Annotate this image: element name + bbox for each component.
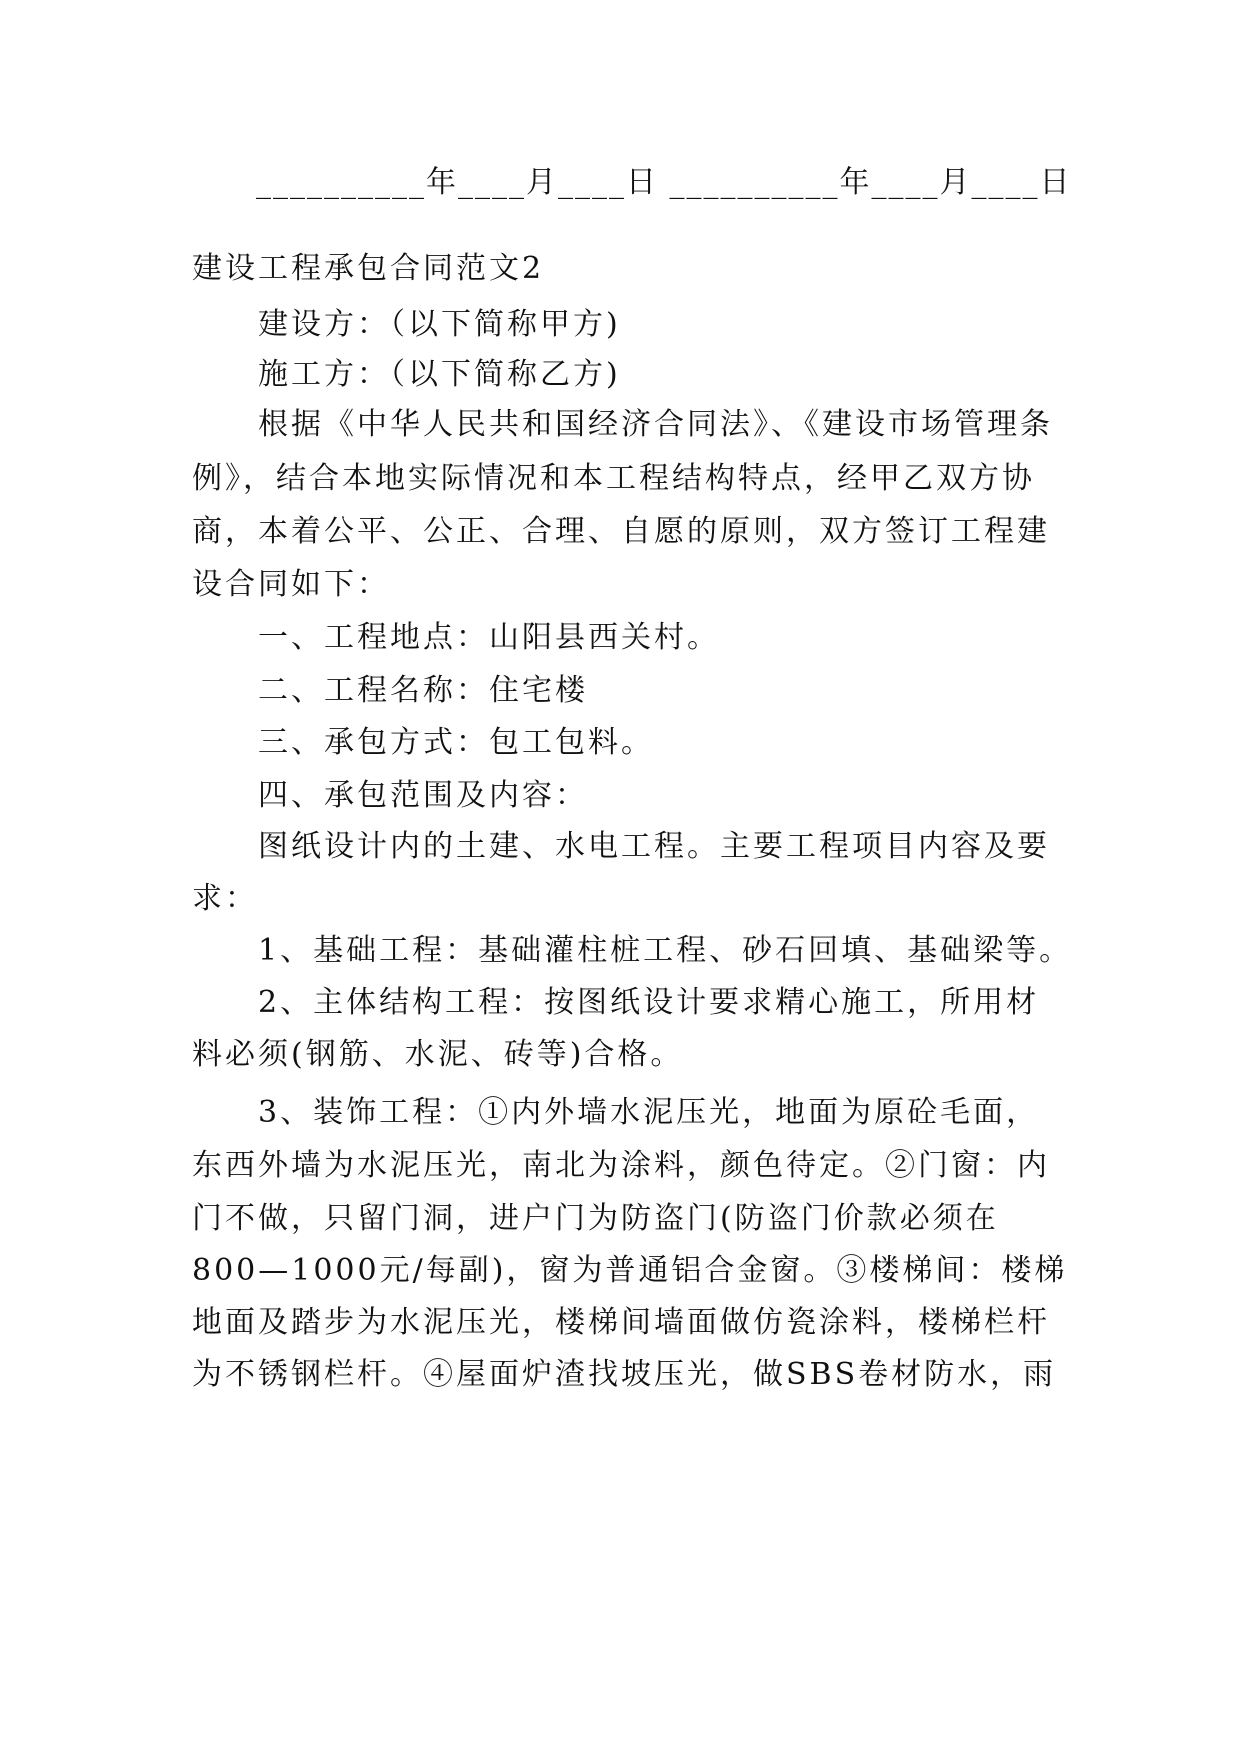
paragraph-line: 800—1000元/每副)，窗为普通铝合金窗。③楼梯间：楼梯 [192, 1253, 1068, 1288]
paragraph-line: 例》，结合本地实际情况和本工程结构特点，经甲乙双方协 [192, 461, 1035, 496]
document-title: 建设工程承包合同范文2 [192, 251, 545, 286]
paragraph-line: 门不做，只留门洞，进户门为防盗门(防盗门价款必须在 [192, 1201, 999, 1236]
signature-date-line: __________年____月____日 __________年____月____日 [256, 165, 1072, 200]
paragraph-line: 料必须(钢筋、水泥、砖等)合格。 [192, 1037, 684, 1072]
paragraph-line: 求： [192, 881, 258, 916]
item-structure: 2、主体结构工程：按图纸设计要求精心施工，所用材 [258, 985, 1040, 1020]
clause-location: 一、工程地点：山阳县西关村。 [258, 620, 720, 655]
clause-contract-method: 三、承包方式：包工包料。 [258, 725, 654, 760]
item-decoration: 3、装饰工程：①内外墙水泥压光，地面为原砼毛面， [258, 1095, 1040, 1130]
paragraph-line: 根据《中华人民共和国经济合同法》、《建设市场管理条 [258, 407, 1053, 442]
paragraph-line: 图纸设计内的土建、水电工程。主要工程项目内容及要 [258, 829, 1050, 864]
clause-name: 二、工程名称：住宅楼 [258, 673, 588, 708]
paragraph-line: 为不锈钢栏杆。④屋面炉渣找坡压光，做SBS卷材防水，雨 [192, 1357, 1057, 1392]
party-b-line: 施工方：（以下简称乙方) [258, 357, 621, 392]
item-foundation: 1、基础工程：基础灌柱桩工程、砂石回填、基础梁等。 [258, 933, 1073, 968]
paragraph-line: 地面及踏步为水泥压光，楼梯间墙面做仿瓷涂料，楼梯栏杆 [192, 1305, 1050, 1340]
party-a-line: 建设方：（以下简称甲方) [258, 307, 621, 342]
paragraph-line: 东西外墙为水泥压光，南北为涂料，颜色待定。②门窗：内 [192, 1148, 1050, 1183]
clause-scope-heading: 四、承包范围及内容： [258, 778, 588, 813]
paragraph-line: 商，本着公平、公正、合理、自愿的原则，双方签订工程建 [192, 514, 1050, 549]
paragraph-line: 设合同如下： [192, 567, 390, 602]
